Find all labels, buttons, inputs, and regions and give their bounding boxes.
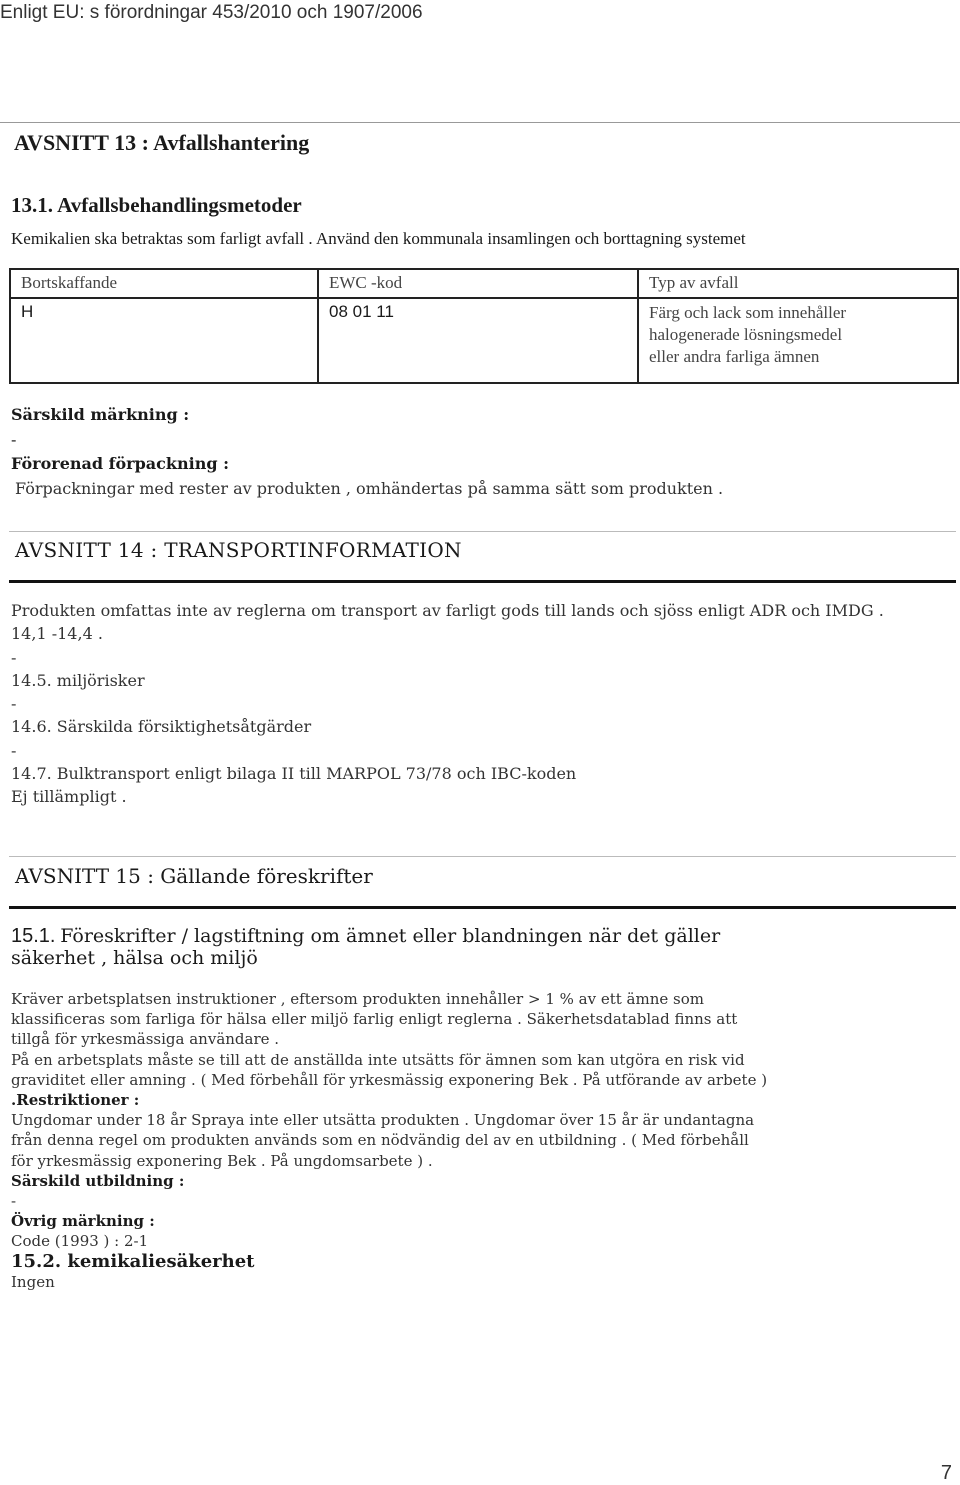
- waste-table: [9, 268, 959, 384]
- header-divider: [0, 122, 960, 123]
- section-15-2-heading: 15.2. kemikaliesäkerhet: [11, 1250, 255, 1272]
- col-header-disposal: Bortskaffande: [10, 269, 318, 298]
- special-label-heading: Särskild märkning :: [11, 405, 190, 424]
- section-13-heading: AVSNITT 13 : Avfallshantering: [14, 130, 310, 155]
- other-label-value: Code (1993 ) : 2-1: [11, 1232, 149, 1251]
- training-heading: Särskild utbildning :: [11, 1171, 185, 1190]
- col-header-ewc: EWC -kod: [318, 269, 638, 298]
- section-14-bottom-rule: [9, 856, 956, 857]
- cell-waste-type: [638, 298, 958, 383]
- waste-type-line: eller andra farliga ämnen: [649, 347, 820, 366]
- restriction-line: från denna regel om produkten används som en nödvändig del av en utbildning . ( Med förbehåll: [11, 1131, 749, 1150]
- ewc-code: 08 01 11: [329, 302, 394, 321]
- regulation-line: Kräver arbetsplatsen instruktioner , eftersom produkten innehåller > 1 % av ett ämne som: [11, 990, 704, 1008]
- section-14-heading: AVSNITT 14 : TRANSPORTINFORMATION: [15, 538, 462, 562]
- section-15-2-value: Ingen: [11, 1272, 55, 1291]
- transport-line: Produkten omfattas inte av reglerna om transport av farligt gods till lands och sjöss enligt ADR och IMDG .: [11, 601, 884, 620]
- section-14-rule: [9, 580, 956, 583]
- section-14-body: [11, 599, 884, 809]
- transport-line: 14.6. Särskilda försiktighetsåtgärder: [11, 717, 312, 737]
- transport-line: -: [11, 740, 17, 760]
- regulation-line: tillgå för yrkesmässiga användare .: [11, 1030, 280, 1049]
- training-value: -: [11, 1192, 17, 1211]
- section-15-1-title-line2: säkerhet , hälsa och miljö: [11, 947, 258, 969]
- section-15-1-number: 15.1.: [11, 925, 56, 947]
- document-header-title: Enligt EU: s förordningar 453/2010 och 1907/2006: [0, 2, 423, 23]
- page-number: 7: [940, 1462, 952, 1484]
- regulation-line: klassificeras som farliga för hälsa eller miljö farlig enligt reglerna . Säkerhetsdatablad finns att: [11, 1010, 738, 1029]
- restrictions-heading: .Restriktioner :: [11, 1091, 140, 1110]
- section-15-1-title: [11, 926, 720, 947]
- col-header-waste-type: Typ av avfall: [638, 269, 958, 298]
- waste-type-line: Färg och lack som innehåller: [649, 303, 847, 322]
- special-label-value: -: [11, 430, 17, 449]
- packaging-text: Förpackningar med rester av produkten , omhändertas på samma sätt som produkten .: [15, 479, 724, 498]
- cell-disposal: [10, 298, 318, 383]
- section-13-1-heading: 13.1. Avfallsbehandlingsmetoder: [11, 193, 302, 217]
- waste-type-line: halogenerade lösningsmedel: [649, 325, 843, 344]
- section-15-1-title-line1: Föreskrifter / lagstiftning om ämnet eller blandningen när det gäller: [60, 925, 721, 947]
- section-15-body: [11, 989, 767, 1292]
- transport-line: Ej tillämpligt .: [11, 787, 127, 807]
- transport-line: -: [11, 647, 17, 667]
- other-label-heading: Övrig märkning :: [11, 1212, 155, 1231]
- section-15-heading: AVSNITT 15 : Gällande föreskrifter: [15, 864, 373, 888]
- section-15-rule: [9, 906, 956, 909]
- waste-table-row: [10, 298, 958, 383]
- transport-line: 14,1 -14,4 .: [11, 624, 103, 644]
- cell-ewc: [318, 298, 638, 383]
- restriction-line: Ungdomar under 18 år Spraya inte eller utsätta produkten . Ungdomar över 15 år är undantagna: [11, 1111, 755, 1130]
- disposal-code: H: [21, 302, 34, 321]
- transport-line: -: [11, 694, 17, 714]
- section-13-intro: Kemikalien ska betraktas som farligt avfall . Använd den kommunala insamlingen och borttagning systemet: [11, 229, 746, 248]
- regulation-line: På en arbetsplats måste se till att de anställda inte utsätts för ämnen som kan utgöra en risk vid: [11, 1050, 745, 1069]
- restriction-line: för yrkesmässig exponering Bek . På ungdomsarbete ) .: [11, 1151, 433, 1170]
- waste-table-header-row: [10, 269, 958, 298]
- transport-line: 14.5. miljörisker: [11, 670, 145, 690]
- transport-line: 14.7. Bulktransport enligt bilaga II till MARPOL 73/78 och IBC-koden: [11, 764, 577, 784]
- section-13-bottom-rule: [9, 531, 956, 532]
- regulation-line: graviditet eller amning . ( Med förbehåll för yrkesmässig exponering Bek . På utförande av arbete ): [11, 1070, 768, 1089]
- packaging-heading: Förorenad förpackning :: [11, 454, 229, 473]
